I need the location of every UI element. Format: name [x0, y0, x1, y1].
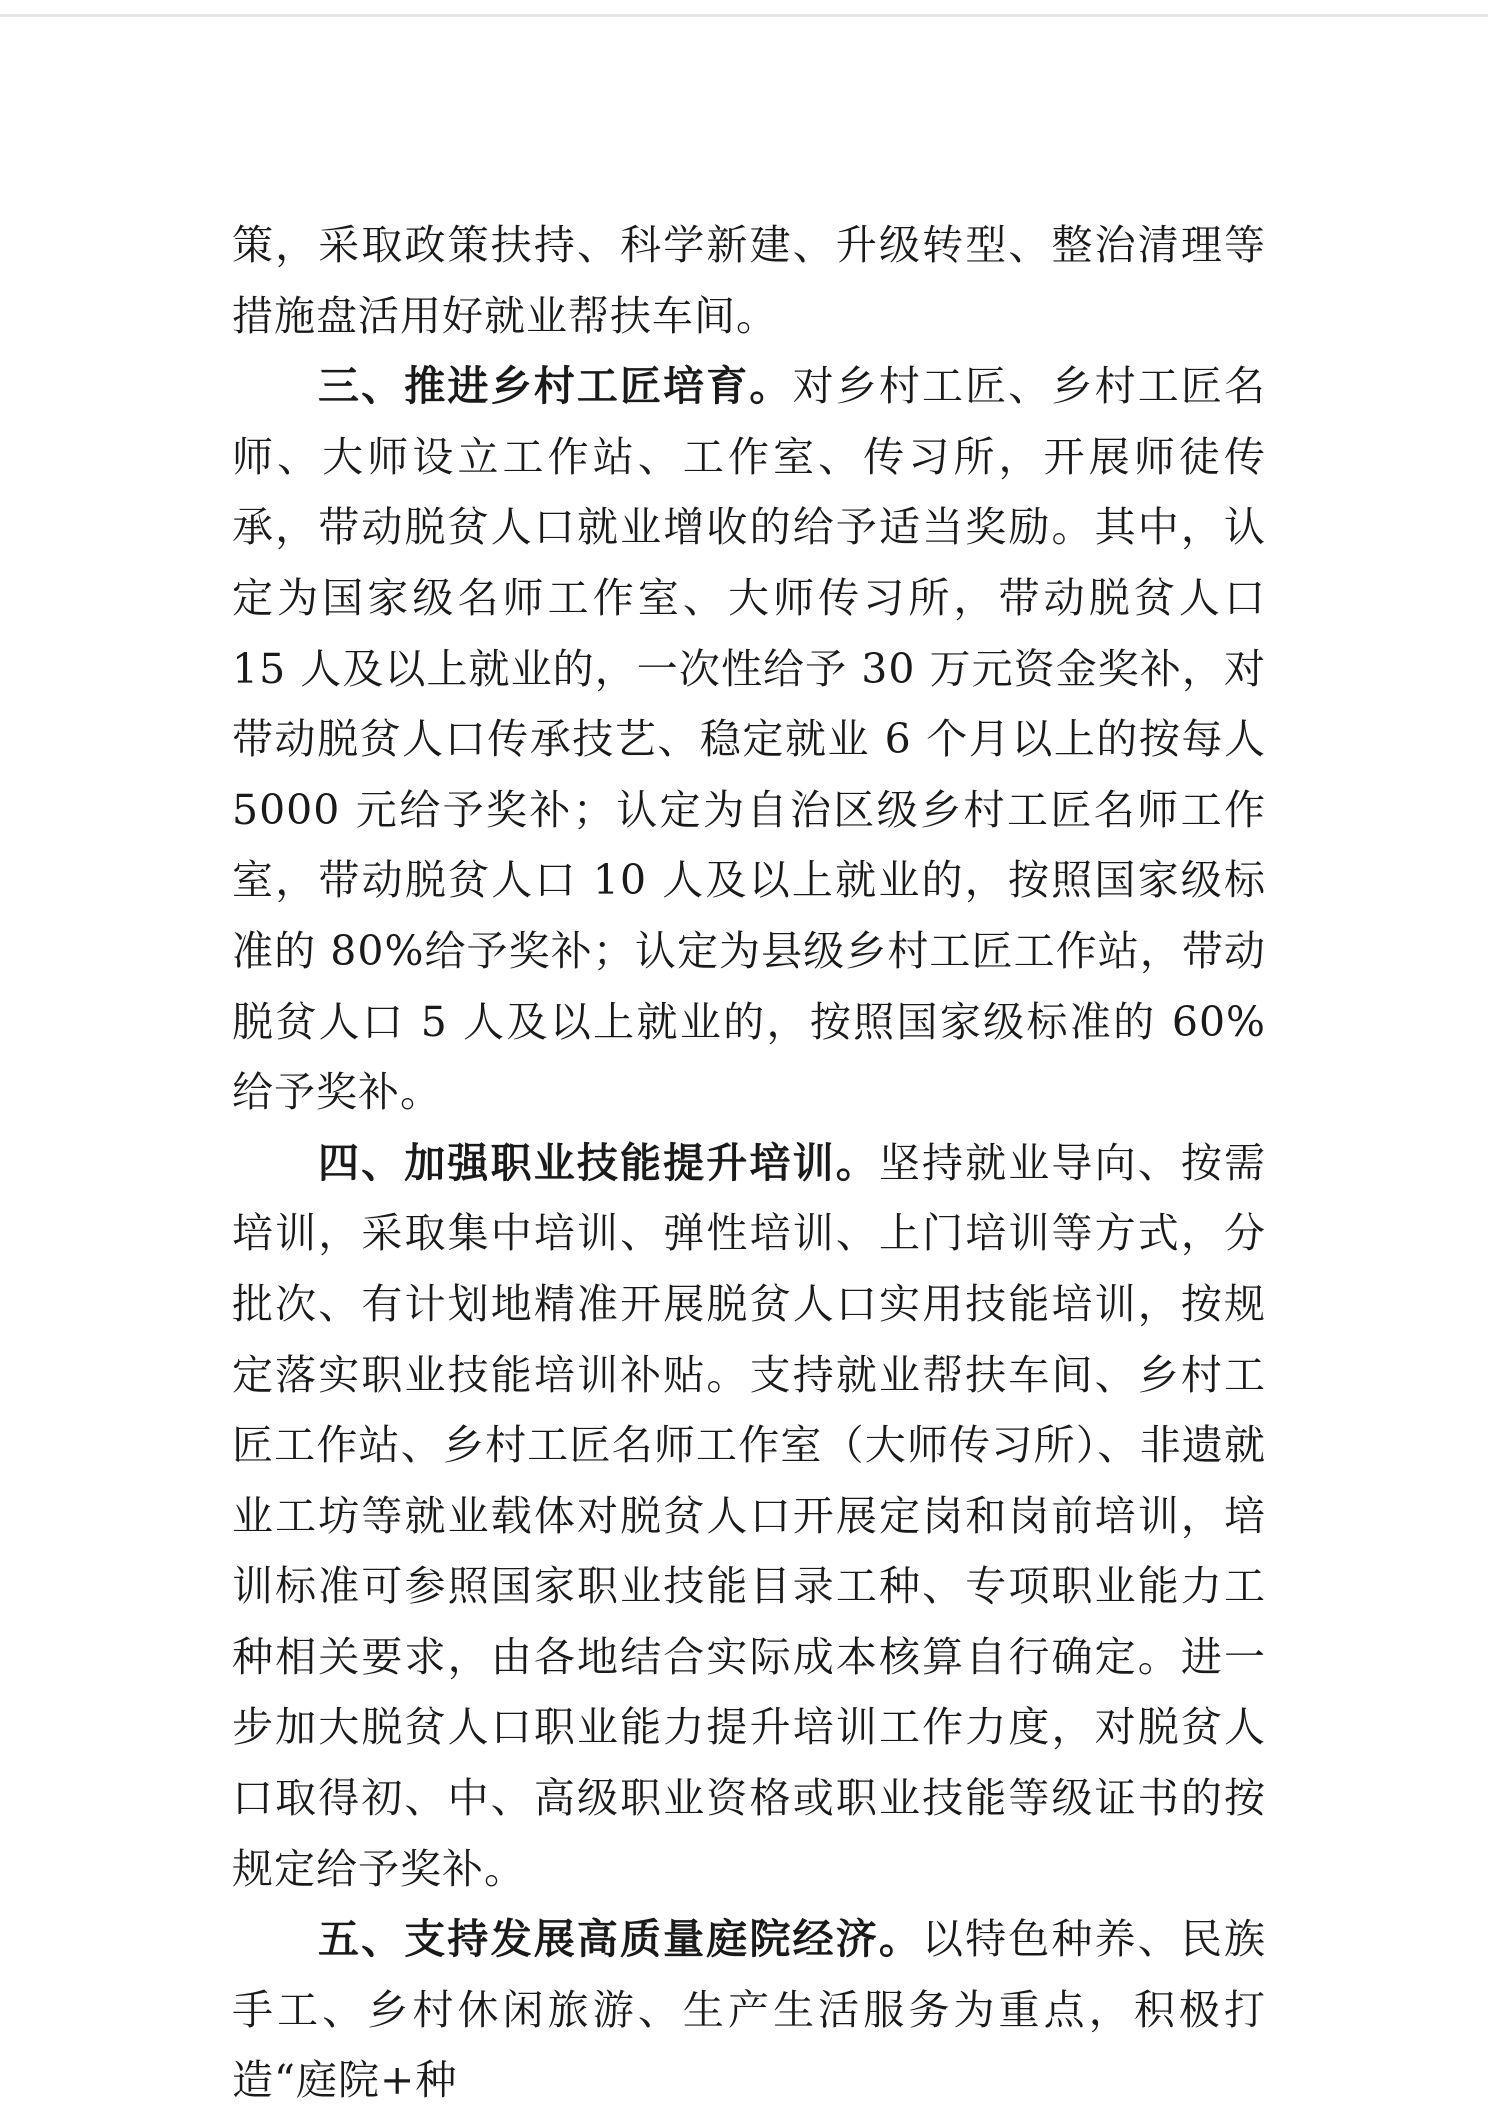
section-heading-three: 三、推进乡村工匠培育。: [318, 362, 793, 411]
section-heading-four: 四、加强职业技能提升培训。: [318, 1138, 879, 1187]
section-heading-five: 五、支持发展高质量庭院经济。: [318, 1915, 922, 1964]
paragraph-section-five: [232, 1904, 1266, 2116]
paragraph-section-four: [232, 1128, 1266, 1905]
paragraph-continued: [232, 210, 1266, 351]
document-body: [232, 210, 1266, 2116]
paragraph-text: 对乡村工匠、乡村工匠名师、大师设立工作站、工作室、传习所，开展师徒传承，带动脱贫人口就业增收的给予适当奖励。其中，认定为国家级名师工作室、大师传习所，带动脱贫人口 15 人及以上就业的，一次性给予 30 万元资金奖补，对带动脱贫人口传承技艺、稳定就业 6 个月以上的按每人 5000 元给予奖补；认定为自治区级乡村工匠名师工作室，带动脱贫人口 10 人及以上就业的，按照国家级标准的 80%给予奖补；认定为县级乡村工匠工作站，带动脱贫人口 5 人及以上就业的，按照国家级标准的 60%给予奖补。: [232, 362, 1267, 1117]
paragraph-text: 策，采取政策扶持、科学新建、升级转型、整治清理等措施盘活用好就业帮扶车间。: [232, 221, 1266, 340]
paragraph-text: 以特色种养、民族手工、乡村休闲旅游、生产生活服务为重点，积极打造“庭院+种: [232, 1915, 1266, 2105]
paragraph-text: 坚持就业导向、按需培训，采取集中培训、弹性培训、上门培训等方式，分批次、有计划地精准开展脱贫人口实用技能培训，按规定落实职业技能培训补贴。支持就业帮扶车间、乡村工匠工作站、乡村工匠名师工作室（大师传习所）、非遗就业工坊等就业载体对脱贫人口开展定岗和岗前培训，培训标准可参照国家职业技能目录工种、专项职业能力工种相关要求，由各地结合实际成本核算自行确定。进一步加大脱贫人口职业能力提升培训工作力度，对脱贫人口取得初、中、高级职业资格或职业技能等级证书的按规定给予奖补。: [232, 1138, 1267, 1893]
scan-top-edge: [0, 14, 1488, 17]
paragraph-section-three: [232, 351, 1266, 1128]
